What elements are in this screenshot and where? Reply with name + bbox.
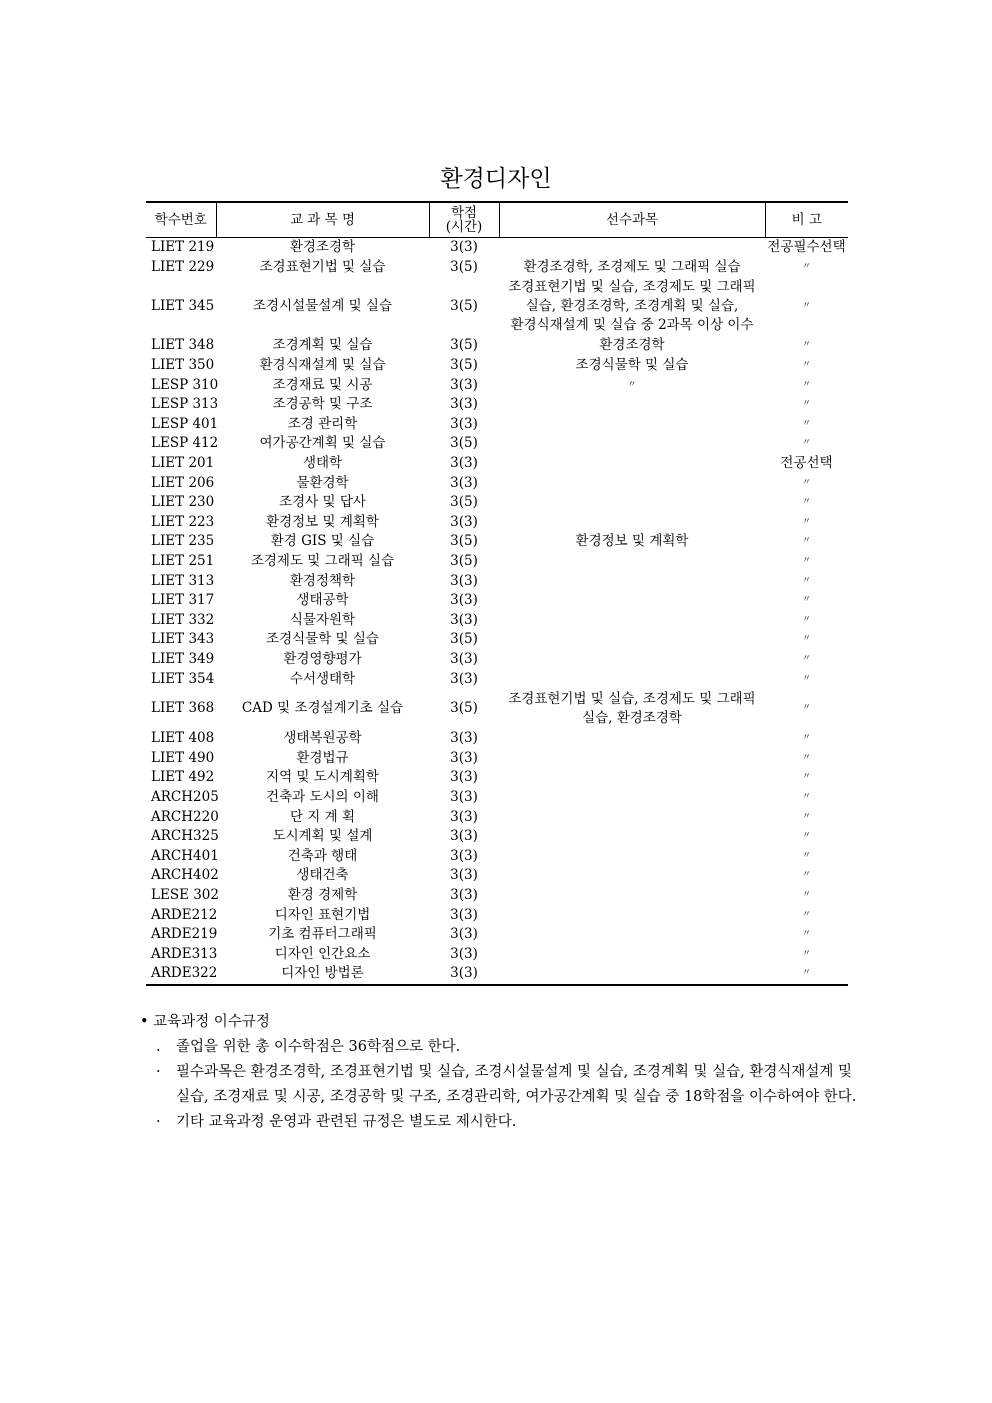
course-credit: 3(3) bbox=[429, 964, 499, 985]
course-name: 수서생태학 bbox=[289, 670, 356, 687]
course-prereq bbox=[499, 277, 765, 336]
course-credit: 3(5) bbox=[450, 435, 478, 452]
rules-heading-bullet: • bbox=[140, 1014, 149, 1030]
course-note: 〃 bbox=[765, 964, 848, 985]
table-row bbox=[146, 886, 848, 906]
header-note: 비 고 bbox=[765, 202, 848, 238]
course-note: 〃 bbox=[801, 791, 811, 802]
course-note: 〃 bbox=[801, 948, 811, 959]
course-credit: 3(5) bbox=[450, 494, 478, 511]
course-prereq bbox=[499, 964, 765, 985]
course-prereq bbox=[499, 611, 765, 631]
rule-item bbox=[156, 1035, 860, 1060]
course-name: 지역 및 도시계획학 bbox=[266, 769, 379, 786]
course-prereq bbox=[499, 395, 765, 415]
course-credit: 3(5) bbox=[450, 631, 478, 648]
course-prereq bbox=[499, 336, 765, 356]
header-credit-bottom: (시간) bbox=[445, 219, 483, 235]
course-credit: 3(3) bbox=[450, 926, 478, 943]
course-prereq bbox=[499, 807, 765, 827]
course-prereq bbox=[499, 630, 765, 650]
course-code: LESE 302 bbox=[151, 886, 219, 903]
rule-text: 필수과목은 환경조경학, 조경표현기법 및 실습, 조경시설물설계 및 실습, 조경계획 및 실습, 환경식재설계 및 실습, 조경재료 및 시공, 조경공학 및 구조, 조경관리학, 여가공간계획 및 실습 중 18학점을 이수하여야 한다. bbox=[176, 1064, 857, 1105]
rule-item bbox=[156, 1060, 860, 1110]
course-note: 전공필수선택 bbox=[767, 239, 846, 256]
header-credit bbox=[429, 202, 499, 238]
table-row bbox=[146, 434, 848, 454]
rules-section bbox=[140, 1010, 860, 1135]
table-row bbox=[146, 729, 848, 749]
course-note: 〃 bbox=[801, 516, 811, 527]
table-row bbox=[146, 788, 848, 808]
course-code: LESP 412 bbox=[151, 435, 219, 452]
page-title: 환경디자인 bbox=[440, 166, 552, 192]
header-credit-top: 학점 bbox=[450, 205, 478, 221]
prereq-line: 조경식물학 및 실습 bbox=[575, 357, 689, 374]
course-code: ARCH402 bbox=[151, 867, 219, 884]
course-name: 생태복원공학 bbox=[283, 730, 362, 747]
course-note: 〃 bbox=[801, 497, 811, 508]
prereq-line: 조경표현기법 및 실습, 조경제도 및 그래픽 bbox=[508, 690, 756, 707]
course-code: ARDE322 bbox=[146, 964, 216, 985]
course-name: 환경조경학 bbox=[289, 239, 356, 256]
table-row bbox=[146, 571, 848, 591]
course-note: 〃 bbox=[801, 556, 811, 567]
course-code: LESP 310 bbox=[151, 376, 219, 393]
course-prereq bbox=[499, 532, 765, 552]
course-credit: 3(3) bbox=[450, 239, 478, 256]
course-prereq bbox=[499, 591, 765, 611]
course-code: LIET 229 bbox=[151, 258, 215, 275]
course-credit: 3(3) bbox=[450, 808, 478, 825]
course-credit: 3(3) bbox=[450, 611, 478, 628]
course-prereq bbox=[499, 238, 765, 258]
table-row bbox=[146, 630, 848, 650]
rule-text: 졸업을 위한 총 이수학점은 36학점으로 한다. bbox=[176, 1039, 461, 1055]
course-note: 〃 bbox=[801, 399, 811, 410]
course-note: 〃 bbox=[801, 909, 811, 920]
course-prereq bbox=[499, 258, 765, 278]
course-code: LIET 201 bbox=[151, 455, 215, 472]
prereq-line: 조경표현기법 및 실습, 조경제도 및 그래픽 bbox=[508, 279, 756, 296]
course-name: 식물자원학 bbox=[289, 611, 356, 628]
rule-text: 기타 교육과정 운영과 관련된 규정은 별도로 제시한다. bbox=[176, 1114, 517, 1130]
table-row bbox=[146, 768, 848, 788]
course-prereq bbox=[499, 846, 765, 866]
course-prereq bbox=[499, 356, 765, 376]
course-code: ARCH401 bbox=[151, 847, 219, 864]
course-code: LIET 251 bbox=[151, 553, 215, 570]
course-name: 디자인 인간요소 bbox=[274, 945, 371, 962]
table-row bbox=[146, 611, 848, 631]
course-name: 조경시설물설계 및 실습 bbox=[253, 298, 392, 315]
table-row bbox=[146, 827, 848, 847]
course-note: 〃 bbox=[801, 870, 811, 881]
course-credit: 3(3) bbox=[450, 670, 478, 687]
table-row bbox=[146, 336, 848, 356]
rules-list bbox=[140, 1035, 860, 1135]
course-code: LIET 223 bbox=[151, 513, 215, 530]
course-code: LIET 317 bbox=[151, 592, 215, 609]
table-row bbox=[146, 650, 848, 670]
course-prereq bbox=[499, 571, 765, 591]
course-credit: 3(3) bbox=[450, 867, 478, 884]
course-prereq bbox=[499, 827, 765, 847]
table-row bbox=[146, 669, 848, 689]
course-credit: 3(3) bbox=[450, 592, 478, 609]
course-name: 건축과 도시의 이해 bbox=[266, 788, 379, 805]
course-code: LIET 343 bbox=[151, 631, 215, 648]
course-note: 〃 bbox=[801, 595, 811, 606]
course-credit: 3(3) bbox=[450, 769, 478, 786]
table-row bbox=[146, 473, 848, 493]
course-prereq bbox=[499, 415, 765, 435]
course-note: 〃 bbox=[801, 614, 811, 625]
course-name: 조경표현기법 및 실습 bbox=[259, 258, 386, 275]
course-note: 〃 bbox=[801, 418, 811, 429]
table-row bbox=[146, 454, 848, 474]
table-row bbox=[146, 964, 848, 985]
course-code: LESP 401 bbox=[151, 415, 219, 432]
course-note: 〃 bbox=[801, 261, 811, 272]
course-note: 〃 bbox=[801, 703, 811, 714]
course-note: 〃 bbox=[801, 811, 811, 822]
table-row bbox=[146, 277, 848, 336]
course-name: 조경공학 및 구조 bbox=[272, 396, 373, 413]
course-name: 생태공학 bbox=[296, 592, 349, 609]
course-credit: 3(3) bbox=[450, 396, 478, 413]
course-prereq bbox=[499, 513, 765, 533]
course-name: 환경법규 bbox=[296, 749, 349, 766]
header-code: 학수번호 bbox=[146, 202, 216, 238]
course-note: 〃 bbox=[801, 929, 811, 940]
course-name: 환경 GIS 및 실습 bbox=[270, 533, 375, 550]
course-credit: 3(3) bbox=[450, 749, 478, 766]
course-note: 〃 bbox=[801, 752, 811, 763]
course-note: 〃 bbox=[801, 340, 811, 351]
course-credit: 3(3) bbox=[450, 886, 478, 903]
course-code: LIET 368 bbox=[151, 700, 215, 717]
header-prereq: 선수과목 bbox=[499, 202, 765, 238]
rules-heading bbox=[140, 1010, 860, 1035]
header-name: 교 과 목 명 bbox=[216, 202, 429, 238]
course-code: LIET 219 bbox=[151, 239, 215, 256]
table-row bbox=[146, 807, 848, 827]
table-row bbox=[146, 258, 848, 278]
course-credit: 3(5) bbox=[450, 357, 478, 374]
rule-bullet: · bbox=[156, 1114, 161, 1130]
table-row bbox=[146, 866, 848, 886]
course-name: 디자인 표현기법 bbox=[274, 906, 371, 923]
course-prereq bbox=[499, 473, 765, 493]
table-row bbox=[146, 591, 848, 611]
course-credit: 3(3) bbox=[450, 513, 478, 530]
course-note: 〃 bbox=[801, 438, 811, 449]
course-name: 조경 관리학 bbox=[287, 415, 358, 432]
course-prereq bbox=[499, 375, 765, 395]
course-code: LIET 206 bbox=[151, 474, 215, 491]
course-name: 건축과 행태 bbox=[287, 847, 358, 864]
course-prereq bbox=[499, 886, 765, 906]
rules-heading-text: 교육과정 이수규정 bbox=[153, 1014, 270, 1030]
course-code: ARCH325 bbox=[151, 828, 219, 845]
course-code: LIET 313 bbox=[151, 572, 215, 589]
table-row bbox=[146, 415, 848, 435]
course-prereq bbox=[499, 493, 765, 513]
course-code: LIET 332 bbox=[151, 611, 215, 628]
table-row bbox=[146, 846, 848, 866]
course-code: LIET 350 bbox=[151, 357, 215, 374]
course-name: CAD 및 조경설계기초 실습 bbox=[241, 700, 404, 717]
prereq-line: 환경정보 및 계획학 bbox=[575, 533, 689, 550]
course-credit: 3(3) bbox=[450, 788, 478, 805]
course-credit: 3(3) bbox=[450, 847, 478, 864]
table-row bbox=[146, 356, 848, 376]
course-code: LIET 345 bbox=[151, 298, 215, 315]
course-name: 여가공간계획 및 실습 bbox=[259, 435, 386, 452]
course-note: 〃 bbox=[801, 653, 811, 664]
course-note: 〃 bbox=[801, 301, 811, 312]
course-name: 조경사 및 답사 bbox=[279, 494, 366, 511]
course-name: 기초 컴퓨터그래픽 bbox=[268, 926, 377, 943]
course-prereq bbox=[499, 944, 765, 964]
course-note: 〃 bbox=[801, 536, 811, 547]
course-note: 〃 bbox=[801, 575, 811, 586]
course-note: 〃 bbox=[801, 477, 811, 488]
curriculum-table bbox=[146, 201, 848, 986]
course-code: LESP 313 bbox=[151, 396, 219, 413]
course-name: 단 지 계 획 bbox=[289, 808, 356, 825]
course-name: 조경계획 및 실습 bbox=[272, 337, 373, 354]
course-name: 환경정보 및 계획학 bbox=[266, 513, 379, 530]
course-code: LIET 349 bbox=[151, 650, 215, 667]
table-row bbox=[146, 375, 848, 395]
table-row bbox=[146, 748, 848, 768]
course-credit: 3(5) bbox=[450, 337, 478, 354]
table-row bbox=[146, 238, 848, 258]
course-credit: 3(3) bbox=[450, 650, 478, 667]
prereq-line: 환경식재설계 및 실습 중 2과목 이상 이수 bbox=[510, 317, 754, 334]
prereq-line: 실습, 환경조경학 bbox=[582, 709, 682, 726]
course-credit: 3(5) bbox=[450, 298, 478, 315]
course-credit: 3(3) bbox=[450, 455, 478, 472]
course-note: 〃 bbox=[801, 850, 811, 861]
course-prereq bbox=[499, 768, 765, 788]
course-code: ARCH220 bbox=[151, 808, 219, 825]
course-note: 〃 bbox=[801, 772, 811, 783]
course-note: 〃 bbox=[801, 360, 811, 371]
course-note: 전공선택 bbox=[780, 455, 833, 472]
course-code: LIET 348 bbox=[151, 337, 215, 354]
course-prereq bbox=[499, 434, 765, 454]
course-code: LIET 492 bbox=[151, 769, 215, 786]
course-note: 〃 bbox=[801, 831, 811, 842]
course-name: 조경식물학 및 실습 bbox=[266, 631, 379, 648]
course-name: 생태건축 bbox=[296, 867, 349, 884]
course-prereq bbox=[499, 689, 765, 729]
course-credit: 3(5) bbox=[450, 258, 478, 275]
prereq-line: 환경조경학, 조경제도 및 그래픽 실습 bbox=[523, 258, 741, 275]
course-prereq bbox=[499, 925, 765, 945]
course-credit: 3(5) bbox=[450, 533, 478, 550]
course-code: ARCH205 bbox=[151, 788, 219, 805]
course-credit: 3(3) bbox=[450, 828, 478, 845]
course-prereq bbox=[499, 650, 765, 670]
course-code: ARDE212 bbox=[151, 906, 218, 923]
course-prereq bbox=[499, 454, 765, 474]
prereq-line: 〃 bbox=[627, 379, 637, 390]
course-code: LIET 235 bbox=[151, 533, 215, 550]
course-name: 조경제도 및 그래픽 실습 bbox=[250, 553, 395, 570]
course-code: ARDE313 bbox=[151, 945, 218, 962]
course-prereq bbox=[499, 905, 765, 925]
course-credit: 3(5) bbox=[450, 553, 478, 570]
rule-item bbox=[156, 1110, 860, 1135]
table-row bbox=[146, 689, 848, 729]
course-credit: 3(3) bbox=[450, 906, 478, 923]
course-name: 조경재료 및 시공 bbox=[272, 376, 373, 393]
course-name: 도시계획 및 설계 bbox=[272, 828, 373, 845]
prereq-line: 실습, 환경조경학, 조경계획 및 실습, bbox=[525, 298, 739, 315]
course-credit: 3(5) bbox=[450, 700, 478, 717]
course-prereq bbox=[499, 866, 765, 886]
course-credit: 3(3) bbox=[450, 572, 478, 589]
course-code: ARDE219 bbox=[151, 926, 218, 943]
table-row bbox=[146, 395, 848, 415]
table-row bbox=[146, 944, 848, 964]
table-row bbox=[146, 905, 848, 925]
course-prereq bbox=[499, 552, 765, 572]
table-row bbox=[146, 532, 848, 552]
course-credit: 3(3) bbox=[450, 730, 478, 747]
table-row bbox=[146, 925, 848, 945]
course-name: 환경정책학 bbox=[289, 572, 356, 589]
course-note: 〃 bbox=[801, 889, 811, 900]
course-code: LIET 490 bbox=[151, 749, 215, 766]
course-note: 〃 bbox=[801, 634, 811, 645]
course-prereq bbox=[499, 788, 765, 808]
course-note: 〃 bbox=[801, 733, 811, 744]
course-prereq bbox=[499, 748, 765, 768]
course-credit: 3(3) bbox=[450, 945, 478, 962]
course-name: 환경식재설계 및 실습 bbox=[259, 357, 386, 374]
course-prereq bbox=[499, 729, 765, 749]
table-header-row bbox=[146, 202, 848, 238]
course-name: 디자인 방법론 bbox=[216, 964, 429, 985]
course-note: 〃 bbox=[801, 379, 811, 390]
table-body bbox=[146, 238, 848, 985]
course-note: 〃 bbox=[801, 673, 811, 684]
course-code: LIET 408 bbox=[151, 730, 215, 747]
table-row bbox=[146, 493, 848, 513]
prereq-line: 환경조경학 bbox=[599, 337, 665, 354]
course-code: LIET 230 bbox=[151, 494, 215, 511]
course-name: 환경영향평가 bbox=[283, 650, 362, 667]
course-name: 물환경학 bbox=[296, 474, 349, 491]
course-name: 생태학 bbox=[302, 455, 343, 472]
course-credit: 3(3) bbox=[450, 376, 478, 393]
course-name: 환경 경제학 bbox=[287, 886, 358, 903]
course-credit: 3(3) bbox=[450, 474, 478, 491]
rule-bullet: · bbox=[156, 1064, 161, 1080]
rule-bullet: . bbox=[156, 1039, 161, 1055]
course-credit: 3(3) bbox=[450, 415, 478, 432]
table-row bbox=[146, 552, 848, 572]
course-prereq bbox=[499, 669, 765, 689]
course-code: LIET 354 bbox=[151, 670, 215, 687]
table-row bbox=[146, 513, 848, 533]
